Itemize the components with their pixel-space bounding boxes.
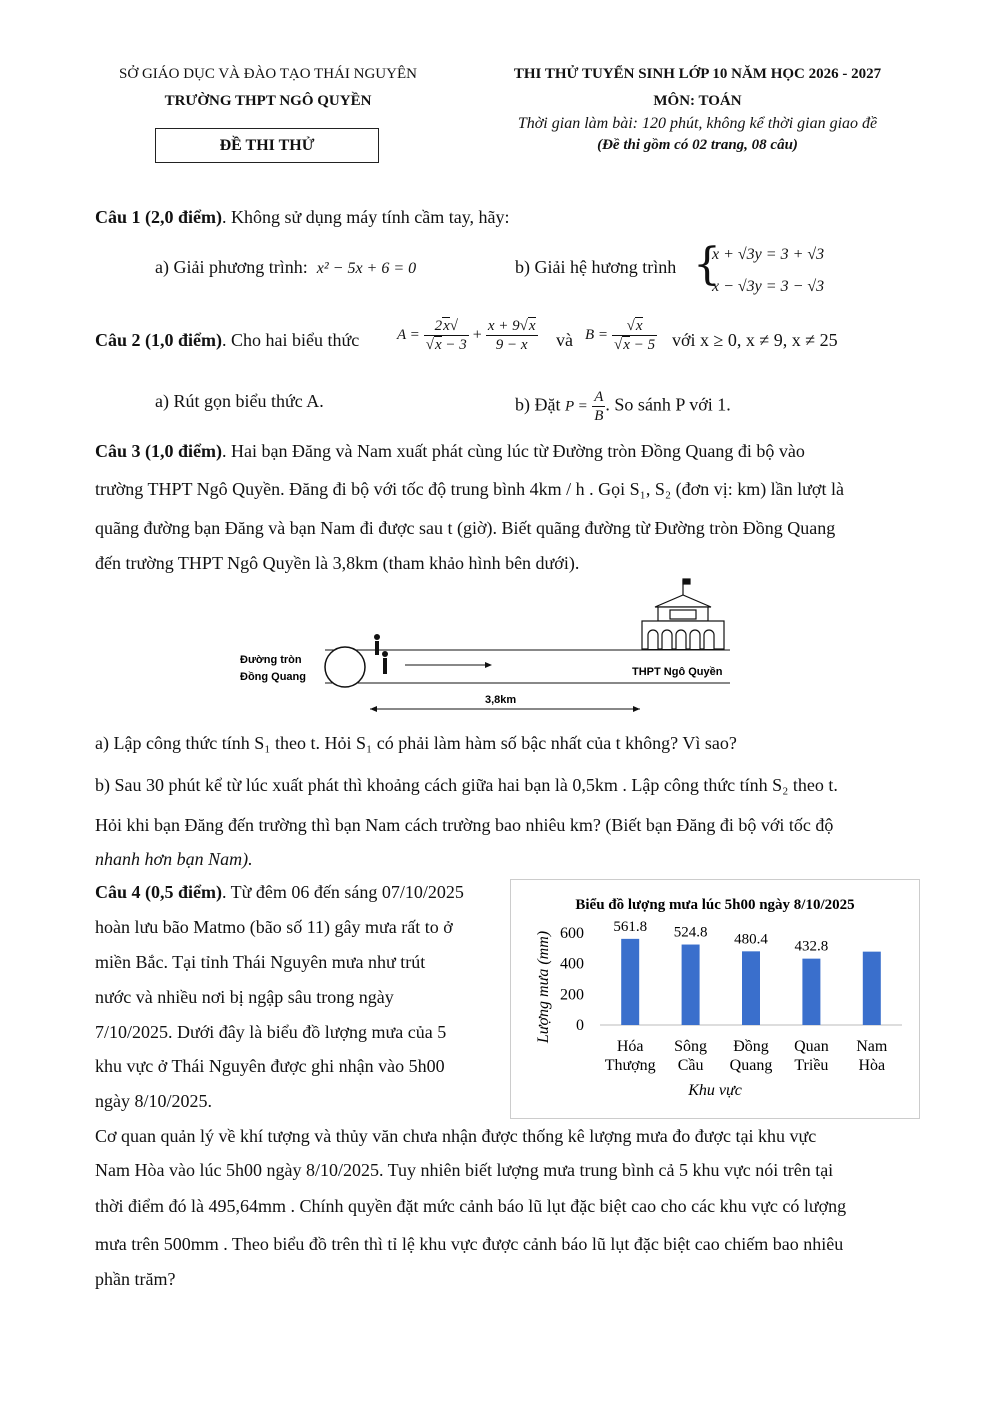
q1b-equation-1: x + √3y = 3 + √3 (712, 246, 825, 263)
q4-line2: hoàn lưu bão Matmo (bão số 11) gây mưa rất to ở (95, 917, 453, 937)
roundabout-icon (325, 647, 365, 687)
q1-intro: Câu 1 (2,0 điểm). Không sử dụng máy tính cầm tay, hãy: (95, 207, 510, 227)
exam-title: THI THỬ TUYỂN SINH LỚP 10 NĂM HỌC 2026 - 2027 (513, 66, 882, 82)
exam-type-box: ĐỀ THI THỬ (155, 128, 379, 163)
distance-label: 3,8km (485, 694, 517, 706)
q3-line2: trường THPT Ngô Quyền. Đăng đi bộ với tốc độ trung bình 4km / h . Gọi S₁, S₂ (đơn vị: km) lần lượt là (95, 479, 844, 499)
expression-a: A = $\frac{2x√}{√x - 3}$ + $\frac{x + 9√x}{9 - x}$ (397, 318, 536, 353)
direction-arrow-icon (485, 662, 492, 668)
q1a-equation: x² − 5x + 6 = 0 (316, 260, 417, 277)
q4-line6: khu vực ở Thái Nguyên được ghi nhận vào 5h00 (95, 1056, 445, 1076)
q4-line5: 7/10/2025. Dưới đây là biểu đồ lượng mưa của 5 (95, 1022, 447, 1042)
start-label-1: Đường tròn (240, 654, 302, 666)
q4-para3: thời điểm đó là 495,64mm . Chính quyền đặt mức cảnh báo lũ lụt đặc biệt cao cho các khu vực có lượng (95, 1196, 847, 1216)
q3b-line3: nhanh hơn bạn Nam). (95, 849, 253, 869)
x-tick-label: Hóa (616, 1038, 644, 1055)
x-tick-label: Đồng (733, 1038, 769, 1055)
q4-line7: ngày 8/10/2025. (95, 1091, 212, 1111)
q4-para1: Cơ quan quản lý về khí tượng và thủy văn chưa nhận được thống kê lượng mưa đo được tại khu vực (95, 1126, 817, 1146)
q4-line1: Câu 4 (0,5 điểm). Từ đêm 06 đến sáng 07/10/2025 (95, 882, 464, 902)
x-axis-title: Khu vực (688, 1082, 742, 1099)
y-tick-label: 0 (576, 1017, 584, 1034)
q4-para4: mưa trên 500mm . Theo biểu đồ trên thì tỉ lệ khu vực được cảnh báo lũ lụt đặc biệt cao chiếm bao nhiêu (95, 1234, 844, 1254)
x-tick-label: Quang (729, 1057, 773, 1074)
bar (621, 939, 639, 1025)
expression-b: B = $\frac{√x}{√x - 5}$ (585, 318, 656, 353)
q2-and: và (556, 330, 573, 350)
page-count: (Đề thi gồm có 02 trang, 08 câu) (597, 137, 798, 153)
subject: MÔN: TOÁN (653, 93, 742, 109)
q1b-label: b) Giải hệ hương trình (515, 257, 677, 277)
exam-time: Thời gian làm bài: 120 phút, không kể thời gian giao đề (517, 115, 878, 132)
x-tick-label: Thượng (604, 1057, 656, 1074)
q1b-equation-2: x − √3y = 3 − √3 (712, 278, 825, 295)
route-diagram (230, 575, 750, 715)
x-tick-label: Quan (794, 1038, 829, 1055)
q2b: b) Đặt P = $\frac{A}{B}$ . So sánh P với 1. (515, 389, 731, 424)
q2a: a) Rút gọn biểu thức A. (155, 391, 324, 411)
data-label: 480.4 (734, 931, 768, 948)
q2-condition: với x ≥ 0, x ≠ 9, x ≠ 25 (672, 330, 838, 350)
q3b-line2: Hỏi khi bạn Đăng đến trường thì bạn Nam cách trường bao nhiêu km? (Biết bạn Đăng đi bộ với tốc độ (95, 815, 834, 835)
rainfall-chart (510, 879, 920, 1119)
q3-line1: Câu 3 (1,0 điểm). Hai bạn Đăng và Nam xuất phát cùng lúc từ Đường tròn Đồng Quang đi bộ vào (95, 441, 805, 461)
x-tick-label: Nam (856, 1038, 888, 1055)
system-brace: { (693, 239, 721, 290)
q1a: a) Giải phương trình: x² − 5x + 6 = 0 (155, 257, 417, 277)
bar (742, 951, 760, 1025)
y-axis-title: Lượng mưa (mm) (535, 930, 552, 1044)
y-tick-label: 200 (560, 986, 584, 1004)
school-name: TRƯỜNG THPT NGÔ QUYỀN (164, 93, 372, 109)
school-building-icon (642, 579, 724, 649)
data-label: 432.8 (794, 938, 829, 955)
q3b-line1: b) Sau 30 phút kể từ lúc xuất phát thì khoảng cách giữa hai bạn là 0,5km . Lập công thức tính S₂ theo t. (95, 775, 838, 795)
y-tick-label: 600 (560, 925, 584, 942)
y-tick-label: 400 (560, 955, 584, 973)
x-tick-label: Triều (794, 1057, 829, 1074)
end-label: THPT Ngô Quyền (632, 666, 723, 678)
q4-line3: miền Bắc. Tại tỉnh Thái Nguyên mưa như trút (95, 952, 426, 972)
start-label-2: Đồng Quang (240, 671, 306, 683)
q4-para5: phần trăm? (95, 1269, 176, 1289)
bar (682, 945, 700, 1025)
walker-icon (374, 634, 388, 674)
q2-intro: Câu 2 (1,0 điểm). Cho hai biểu thức (95, 330, 360, 350)
bar (863, 952, 881, 1025)
x-tick-label: Hòa (858, 1057, 886, 1074)
bar (802, 959, 820, 1025)
data-label: 524.8 (673, 924, 708, 941)
x-tick-label: Cầu (677, 1057, 704, 1074)
q4-line4: nước và nhiều nơi bị ngập sâu trong ngày (95, 987, 394, 1007)
q3-line3: quãng đường bạn Đăng và bạn Nam đi được sau t (giờ). Biết quãng đường từ Đường tròn Đồng Quang (95, 518, 836, 538)
department-name: SỞ GIÁO DỤC VÀ ĐÀO TẠO THÁI NGUYÊN (119, 66, 417, 82)
q3-line4: đến trường THPT Ngô Quyền là 3,8km (tham khảo hình bên dưới). (95, 553, 580, 573)
q4-para2: Nam Hòa vào lúc 5h00 ngày 8/10/2025. Tuy nhiên biết lượng mưa trung bình cả 5 khu vực nói trên tại (95, 1160, 834, 1180)
chart-title: Biểu đồ lượng mưa lúc 5h00 ngày 8/10/2025 (575, 897, 855, 913)
data-label: 561.8 (613, 918, 648, 935)
q3a: a) Lập công thức tính S₁ theo t. Hỏi S₁ có phải làm hàm số bậc nhất của t không? Vì sao? (95, 733, 737, 753)
x-tick-label: Sông (674, 1038, 708, 1055)
